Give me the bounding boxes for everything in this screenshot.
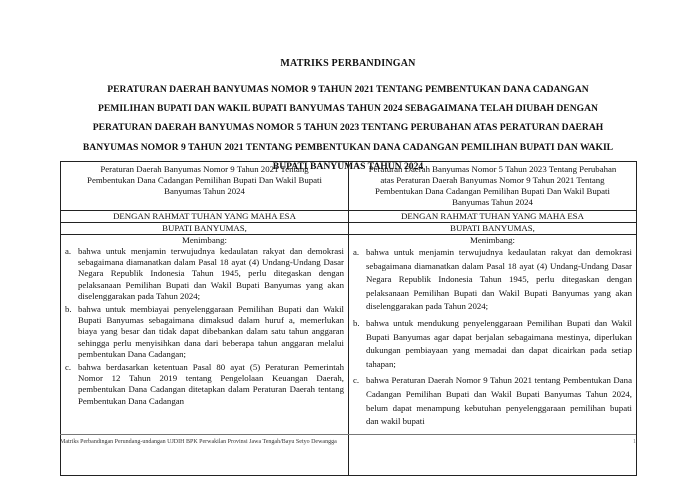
page-number: 1 [633,439,636,445]
header-line: Peraturan Daerah Banyumas Nomor 9 Tahun 2021 Tentang [100,164,309,174]
item-marker: b. [65,304,72,315]
document-title: MATRIKS PERBANDINGAN [280,58,416,69]
table-row [61,223,637,235]
table-header-row [61,162,637,211]
subtitle-line: BANYUMAS NOMOR 9 TAHUN 2021 TENTANG PEMBENTUKAN DANA CADANGAN PEMILIHAN BUPATI DAN WAKIL [82,141,614,153]
left-considerations-list [65,246,344,407]
page-footer [60,434,636,447]
item-text: bahwa untuk mendukung penyelenggaraan Pemilihan Bupati dan Wakil Bupati Banyumas agar dapat berjalan sebagaimana mestinya, diperlukan dukungan pembiayaan yang memadai dan dapat dicairkan pada setiap tahapan; [366,317,632,369]
item-text: bahwa berdasarkan ketentuan Pasal 80 ayat (5) Peraturan Pemerintah Nomor 12 Tahun 2019 tentang Pengelolaan Keuangan Daerah, pembentukan Dana Cadangan ditetapkan dalam Peraturan Daerah tentang Pembentukan Dana Cadangan [78,362,344,406]
item-marker: a. [65,246,72,256]
subtitle-line: PERATURAN DAERAH BANYUMAS NOMOR 5 TAHUN 2023 TENTANG PERUBAHAN ATAS PERATURAN DAERAH [92,122,604,134]
header-line: Banyumas Tahun 2024 [164,186,245,196]
item-marker: c. [353,375,360,386]
list-item [65,304,344,360]
table-row [61,211,637,223]
item-marker: a. [353,247,360,257]
comparison-table [60,161,637,476]
list-item [353,246,632,314]
right-menimbang-label: Menimbang: [470,235,515,245]
item-marker: c. [65,362,72,373]
subtitle-line: PERATURAN DAERAH BANYUMAS NOMOR 9 TAHUN 2021 TENTANG PEMBENTUKAN DANA CADANGAN [107,84,589,95]
subtitle-line: PEMILIHAN BUPATI DAN WAKIL BUPATI BANYUMAS TAHUN 2024 SEBAGAIMANA TELAH DIUBAH DENGAN [98,103,598,115]
right-column-header [349,162,637,211]
left-rahmat: DENGAN RAHMAT TUHAN YANG MAHA ESA [61,211,349,223]
left-bupati: BUPATI BANYUMAS, [61,223,349,235]
header-line: Pembentukan Dana Cadangan Pemilihan Bupati Dan Wakil Bupati [87,175,322,185]
header-line: atas Peraturan Daerah Banyumas Nomor 9 Tahun 2021 Tentang [380,175,605,185]
right-bupati: BUPATI BANYUMAS, [349,223,637,235]
list-item [65,246,344,302]
left-menimbang-label: Menimbang: [182,235,227,245]
header-line: Banyumas Tahun 2024 [452,197,533,207]
item-text: bahwa Peraturan Daerah Nomor 9 Tahun 2021 tentang Pembentukan Dana Cadangan Pemilihan Bupati dan Wakil Bupati Banyumas Tahun 2024, belum dapat menampung kebutuhan penyelenggaraan pemilihan bupati dan wakil bupati [366,375,632,427]
header-line: Pembentukan Dana Cadangan Pemilihan Bupati Dan Wakil Bupati [375,186,610,196]
right-considerations-list [353,246,632,429]
subtitle-line: BUPATI BANYUMAS TAHUN 2024 [272,160,424,172]
list-item [65,362,344,407]
item-text: bahwa untuk menjamin terwujudnya kedaulatan rakyat dan demokrasi sebagaimana diamanatkan dalam Pasal 18 ayat (4) Undang-Undang Dasar Negara Republik Indonesia Tahun 1945, perlu ditegaskan dengan pelaksanaan Pemilihan Bupati dan Wakil Bupati Banyumas yang akan diselenggarakan pada Tahun 2024; [366,247,632,312]
item-text: bahwa untuk membiayai penyelenggaraan Pemilihan Bupati dan Wakil Bupati Banyumas sebagaimana dimaksud dalam huruf a, memerlukan biaya yang besar dan tidak dapat dibebankan dalam satu tahun anggaran sehingga perlu menyisihkan dana dari beberapa tahun anggaran melalui pembentukan Dana Cadangan; [78,304,344,359]
header-line: Peraturan Daerah Banyumas Nomor 5 Tahun 2023 Tentang Perubahan [368,164,617,174]
right-rahmat: DENGAN RAHMAT TUHAN YANG MAHA ESA [349,211,637,223]
list-item [353,374,632,428]
footer-text: Matriks Perbandingan Perundang-undangan UJDIH BPK Perwakilan Provinsi Jawa Tengah/Bayu Setyo Dewangga [60,439,337,445]
item-text: bahwa untuk menjamin terwujudnya kedaulatan rakyat dan demokrasi sebagaimana diamanatkan dalam Pasal 18 ayat (4) Undang-Undang Dasar Negara Republik Indonesia Tahun 1945, perlu ditegaskan dengan pelaksanaan Pemilihan Bupati dan Wakil Bupati Banyumas yang akan diselenggarakan pada Tahun 2024; [78,246,344,301]
list-item [353,317,632,371]
item-marker: b. [353,317,360,328]
left-column-header [61,162,349,211]
